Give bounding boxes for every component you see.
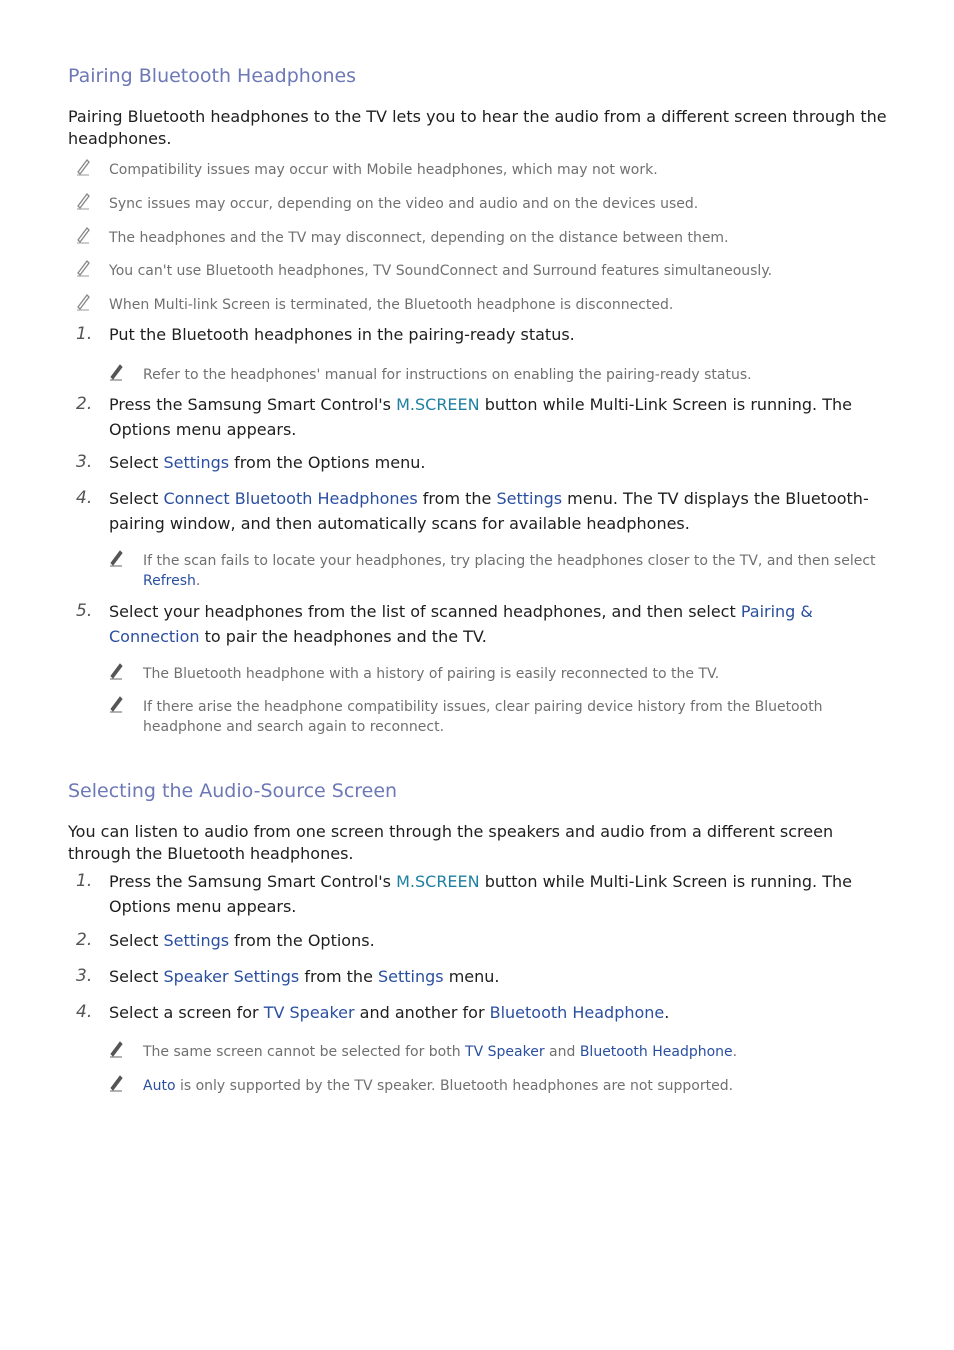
keyword: Connect Bluetooth Headphones xyxy=(163,489,418,508)
section-title-audio-source: Selecting the Audio-Source Screen xyxy=(68,780,398,802)
pencil-icon xyxy=(108,695,124,713)
keyword: Settings xyxy=(163,453,230,472)
note-item xyxy=(143,1076,888,1096)
pencil-icon xyxy=(108,363,124,381)
note-item xyxy=(143,365,888,385)
pencil-icon xyxy=(108,549,124,567)
step-number: 4. xyxy=(76,488,93,508)
step-number: 1. xyxy=(76,324,93,344)
keyword: Bluetooth Headphone xyxy=(579,1044,733,1060)
note-text: Compatibility issues may occur with Mobile headphones, which may not work. xyxy=(109,162,658,178)
keyword: Speaker Settings xyxy=(163,967,300,986)
keyword: Settings xyxy=(496,489,563,508)
note-item xyxy=(143,664,888,684)
section-title-pairing: Pairing Bluetooth Headphones xyxy=(68,65,357,87)
note-text: The Bluetooth headphone with a history of pairing is easily reconnected to the TV. xyxy=(143,666,720,682)
keyword: TV Speaker xyxy=(465,1044,545,1060)
note-text: The same screen cannot be selected for both TV Speaker and Bluetooth Headphone. xyxy=(143,1044,738,1060)
step-number: 3. xyxy=(76,966,93,986)
note-text: Refer to the headphones' manual for instructions on enabling the pairing-ready status. xyxy=(143,367,752,383)
keyword: Pairing & Connection xyxy=(109,602,813,646)
keyword: M.SCREEN xyxy=(396,872,480,891)
step-text: Select Speaker Settings from the Settings menu. xyxy=(109,967,500,986)
step-text: Select your headphones from the list of scanned headphones, and then select Pairing & Connection to pair the headphones and the TV. xyxy=(109,602,813,646)
pencil-icon xyxy=(75,259,91,277)
step-number: 3. xyxy=(76,452,93,472)
pencil-icon xyxy=(108,662,124,680)
step-text: Select Settings from the Options menu. xyxy=(109,453,426,472)
pencil-icon xyxy=(75,293,91,311)
note-item xyxy=(143,551,883,591)
section-intro: You can listen to audio from one screen through the speakers and audio from a different screen through the Bluetooth headphones. xyxy=(68,822,834,863)
note-text: When Multi-link Screen is terminated, the Bluetooth headphone is disconnected. xyxy=(109,297,674,313)
pencil-icon xyxy=(108,1074,124,1092)
step-number: 5. xyxy=(76,601,93,621)
pencil-icon xyxy=(75,226,91,244)
step-text: Press the Samsung Smart Control's M.SCREEN button while Multi-Link Screen is running. The Options menu appears. xyxy=(109,395,852,439)
keyword: Auto xyxy=(143,1078,176,1094)
step-number: 1. xyxy=(76,871,93,891)
note-item xyxy=(143,1042,888,1062)
step-text: Put the Bluetooth headphones in the pairing-ready status. xyxy=(109,325,575,344)
note-text: The headphones and the TV may disconnect, depending on the distance between them. xyxy=(109,230,729,246)
step-text: Press the Samsung Smart Control's M.SCREEN button while Multi-Link Screen is running. The Options menu appears. xyxy=(109,872,852,916)
step-text: Select Settings from the Options. xyxy=(109,931,375,950)
pencil-icon xyxy=(75,158,91,176)
keyword: Settings xyxy=(163,931,230,950)
step-number: 2. xyxy=(76,930,93,950)
keyword: TV Speaker xyxy=(263,1003,355,1022)
section-intro: Pairing Bluetooth headphones to the TV lets you to hear the audio from a different screen through the headphones. xyxy=(68,107,887,148)
note-text: If the scan fails to locate your headphones, try placing the headphones closer to the TV, and then select Refresh. xyxy=(143,553,876,589)
step-number: 2. xyxy=(76,394,93,414)
pencil-icon xyxy=(75,192,91,210)
keyword: Refresh xyxy=(143,573,196,589)
note-text: Sync issues may occur, depending on the video and audio and on the devices used. xyxy=(109,196,699,212)
pencil-icon xyxy=(108,1040,124,1058)
step-text: Select Connect Bluetooth Headphones from the Settings menu. The TV displays the Bluetooth-pairing window, and then automatically scans for available headphones. xyxy=(109,489,869,533)
note-text: If there arise the headphone compatibility issues, clear pairing device history from the Bluetooth headphone and search again to reconnect. xyxy=(143,699,823,735)
keyword: Bluetooth Headphone xyxy=(489,1003,665,1022)
keyword: M.SCREEN xyxy=(396,395,480,414)
step-text: Select a screen for TV Speaker and another for Bluetooth Headphone. xyxy=(109,1003,670,1022)
note-text: You can't use Bluetooth headphones, TV SoundConnect and Surround features simultaneously. xyxy=(109,263,773,279)
note-text: Auto is only supported by the TV speaker. Bluetooth headphones are not supported. xyxy=(143,1078,734,1094)
keyword: Settings xyxy=(378,967,444,986)
step-number: 4. xyxy=(76,1002,93,1022)
note-item xyxy=(143,697,888,737)
